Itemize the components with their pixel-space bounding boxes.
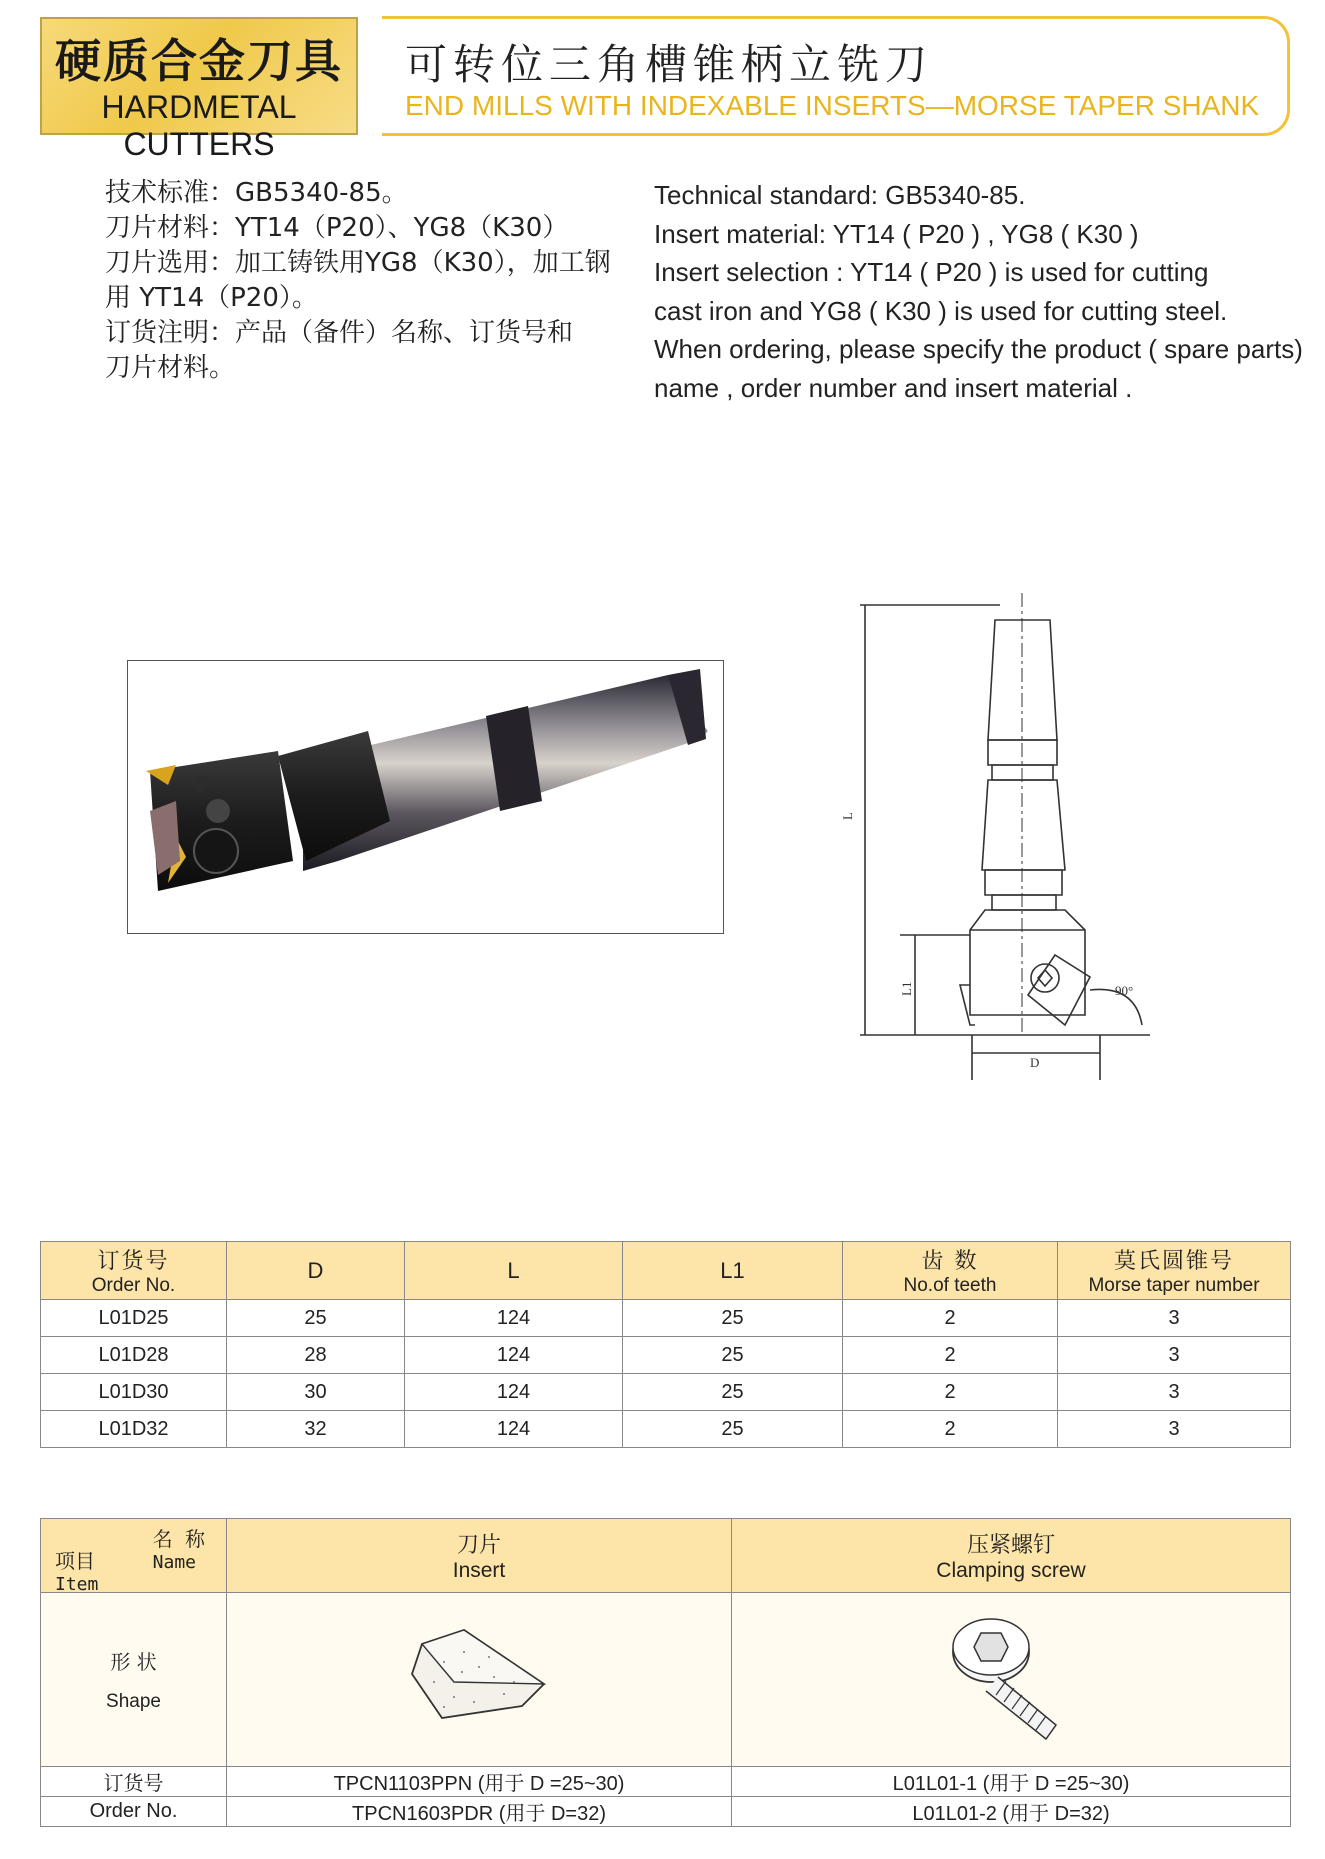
col-insert-en: Insert	[452, 1559, 506, 1582]
label-angle: 90°	[1115, 983, 1134, 998]
table-row	[41, 1411, 1291, 1448]
cell: 25	[623, 1374, 843, 1411]
page-title-cn: 可转位三角槽锥柄立铣刀	[405, 40, 934, 89]
cell: 25	[227, 1300, 405, 1337]
col-teeth	[843, 1242, 1058, 1300]
cell: 3	[1058, 1300, 1291, 1337]
col-order-no	[41, 1242, 227, 1300]
cell: 124	[405, 1300, 623, 1337]
col-teeth-cn: 齿 数	[921, 1249, 979, 1274]
intro-en	[654, 176, 1303, 407]
cell: 124	[405, 1374, 623, 1411]
order-label-en: Order No.	[41, 1797, 227, 1827]
cell: 3	[1058, 1411, 1291, 1448]
cell: L01D28	[41, 1337, 227, 1374]
cell: 30	[227, 1374, 405, 1411]
intro-cn-line: 技术标准：GB5340-85。	[105, 178, 408, 208]
col-insert	[227, 1519, 732, 1593]
cell: 2	[843, 1411, 1058, 1448]
cell: 32	[227, 1411, 405, 1448]
col-morse-en: Morse taper number	[1088, 1275, 1260, 1296]
intro-cn-line: 订货注明：产品（备件）名称、订货号和	[105, 318, 574, 348]
cell: 124	[405, 1411, 623, 1448]
end-mill-illustration	[128, 661, 723, 933]
corner-item-en: Item	[55, 1574, 99, 1595]
table-row	[41, 1300, 1291, 1337]
intro-cn-line: 用 YT14（P20）。	[105, 283, 318, 313]
screw-shape-cell	[732, 1593, 1291, 1767]
cell: 3	[1058, 1337, 1291, 1374]
shape-label-en: Shape	[106, 1691, 161, 1712]
triangle-insert-icon	[404, 1622, 554, 1732]
spec-header-row	[41, 1242, 1291, 1300]
corner-name-cn: 名 称	[152, 1527, 208, 1551]
badge-title-cn: 硬质合金刀具	[55, 34, 343, 88]
spec-table	[40, 1241, 1291, 1448]
badge-title-en: HARDMETAL CUTTERS	[101, 89, 297, 162]
shape-label-cn: 形 状	[110, 1650, 157, 1674]
cell: 3	[1058, 1374, 1291, 1411]
intro-en-line: name , order number and insert material .	[654, 372, 1133, 403]
cell: L01D30	[41, 1374, 227, 1411]
label-D: D	[1030, 1055, 1040, 1070]
col-screw-en: Clamping screw	[936, 1559, 1086, 1582]
cell: 2	[843, 1300, 1058, 1337]
product-photo	[127, 660, 724, 934]
intro-en-line: When ordering, please specify the product ( spare parts)	[654, 334, 1303, 364]
col-morse	[1058, 1242, 1291, 1300]
screw-order-1: L01L01-1 (用于 D =25~30)	[732, 1767, 1291, 1797]
label-L1: L1	[899, 981, 914, 996]
parts-table	[40, 1518, 1291, 1827]
cell: 2	[843, 1374, 1058, 1411]
intro-cn	[105, 176, 611, 386]
order-row	[41, 1767, 1291, 1797]
col-l	[405, 1242, 623, 1300]
corner-item-cn: 项目	[55, 1549, 95, 1573]
screw-order-2: L01L01-2 (用于 D=32)	[732, 1797, 1291, 1827]
col-l-label: L	[507, 1257, 520, 1283]
cell: L01D25	[41, 1300, 227, 1337]
table-row	[41, 1374, 1291, 1411]
col-d-label: D	[307, 1257, 324, 1283]
insert-order-1: TPCN1103PPN (用于 D =25~30)	[227, 1767, 732, 1797]
intro-en-line: Insert selection : YT14 ( P20 ) is used for cutting	[654, 257, 1209, 287]
order-row	[41, 1797, 1291, 1827]
header-badge	[40, 17, 358, 162]
col-insert-cn: 刀片	[456, 1533, 501, 1558]
label-L: L	[840, 812, 855, 820]
page-title-en: END MILLS WITH INDEXABLE INSERTS—MORSE TAPER SHANK	[405, 90, 1260, 121]
intro-cn-line: 刀片材料。	[105, 353, 236, 383]
col-l1-label: L1	[720, 1257, 745, 1283]
cell: 25	[623, 1337, 843, 1374]
technical-drawing	[840, 585, 1180, 1085]
corner-cell	[41, 1519, 227, 1593]
col-d	[227, 1242, 405, 1300]
cell: 25	[623, 1411, 843, 1448]
col-order-no-cn: 订货号	[97, 1249, 170, 1274]
cell: 25	[623, 1300, 843, 1337]
corner-name-en: Name	[152, 1552, 196, 1573]
insert-order-2: TPCN1603PDR (用于 D=32)	[227, 1797, 732, 1827]
cell: L01D32	[41, 1411, 227, 1448]
insert-shape-cell	[227, 1593, 732, 1767]
cell: 2	[843, 1337, 1058, 1374]
shape-label-cell	[41, 1593, 227, 1767]
cell: 124	[405, 1337, 623, 1374]
intro-en-line: cast iron and YG8 ( K30 ) is used for cutting steel.	[654, 295, 1228, 326]
col-teeth-en: No.of teeth	[903, 1275, 997, 1296]
col-order-no-en: Order No.	[91, 1275, 176, 1296]
col-screw	[732, 1519, 1291, 1593]
intro-en-line: Technical standard: GB5340-85.	[654, 180, 1026, 210]
intro-en-line: Insert material: YT14 ( P20 ) , YG8 ( K30 )	[654, 218, 1139, 249]
parts-header-row	[41, 1519, 1291, 1593]
table-row	[41, 1337, 1291, 1374]
cell: 28	[227, 1337, 405, 1374]
col-screw-cn: 压紧螺钉	[966, 1533, 1055, 1558]
shape-row	[41, 1593, 1291, 1767]
intro-cn-line: 刀片材料：YT14（P20）、YG8（K30）	[105, 213, 569, 243]
intro-cn-line: 刀片选用：加工铸铁用YG8（K30），加工钢	[105, 248, 611, 278]
order-label-cn: 订货号	[41, 1767, 227, 1797]
clamping-screw-icon	[946, 1607, 1076, 1747]
col-morse-cn: 莫氏圆锥号	[1113, 1249, 1234, 1274]
col-l1	[623, 1242, 843, 1300]
